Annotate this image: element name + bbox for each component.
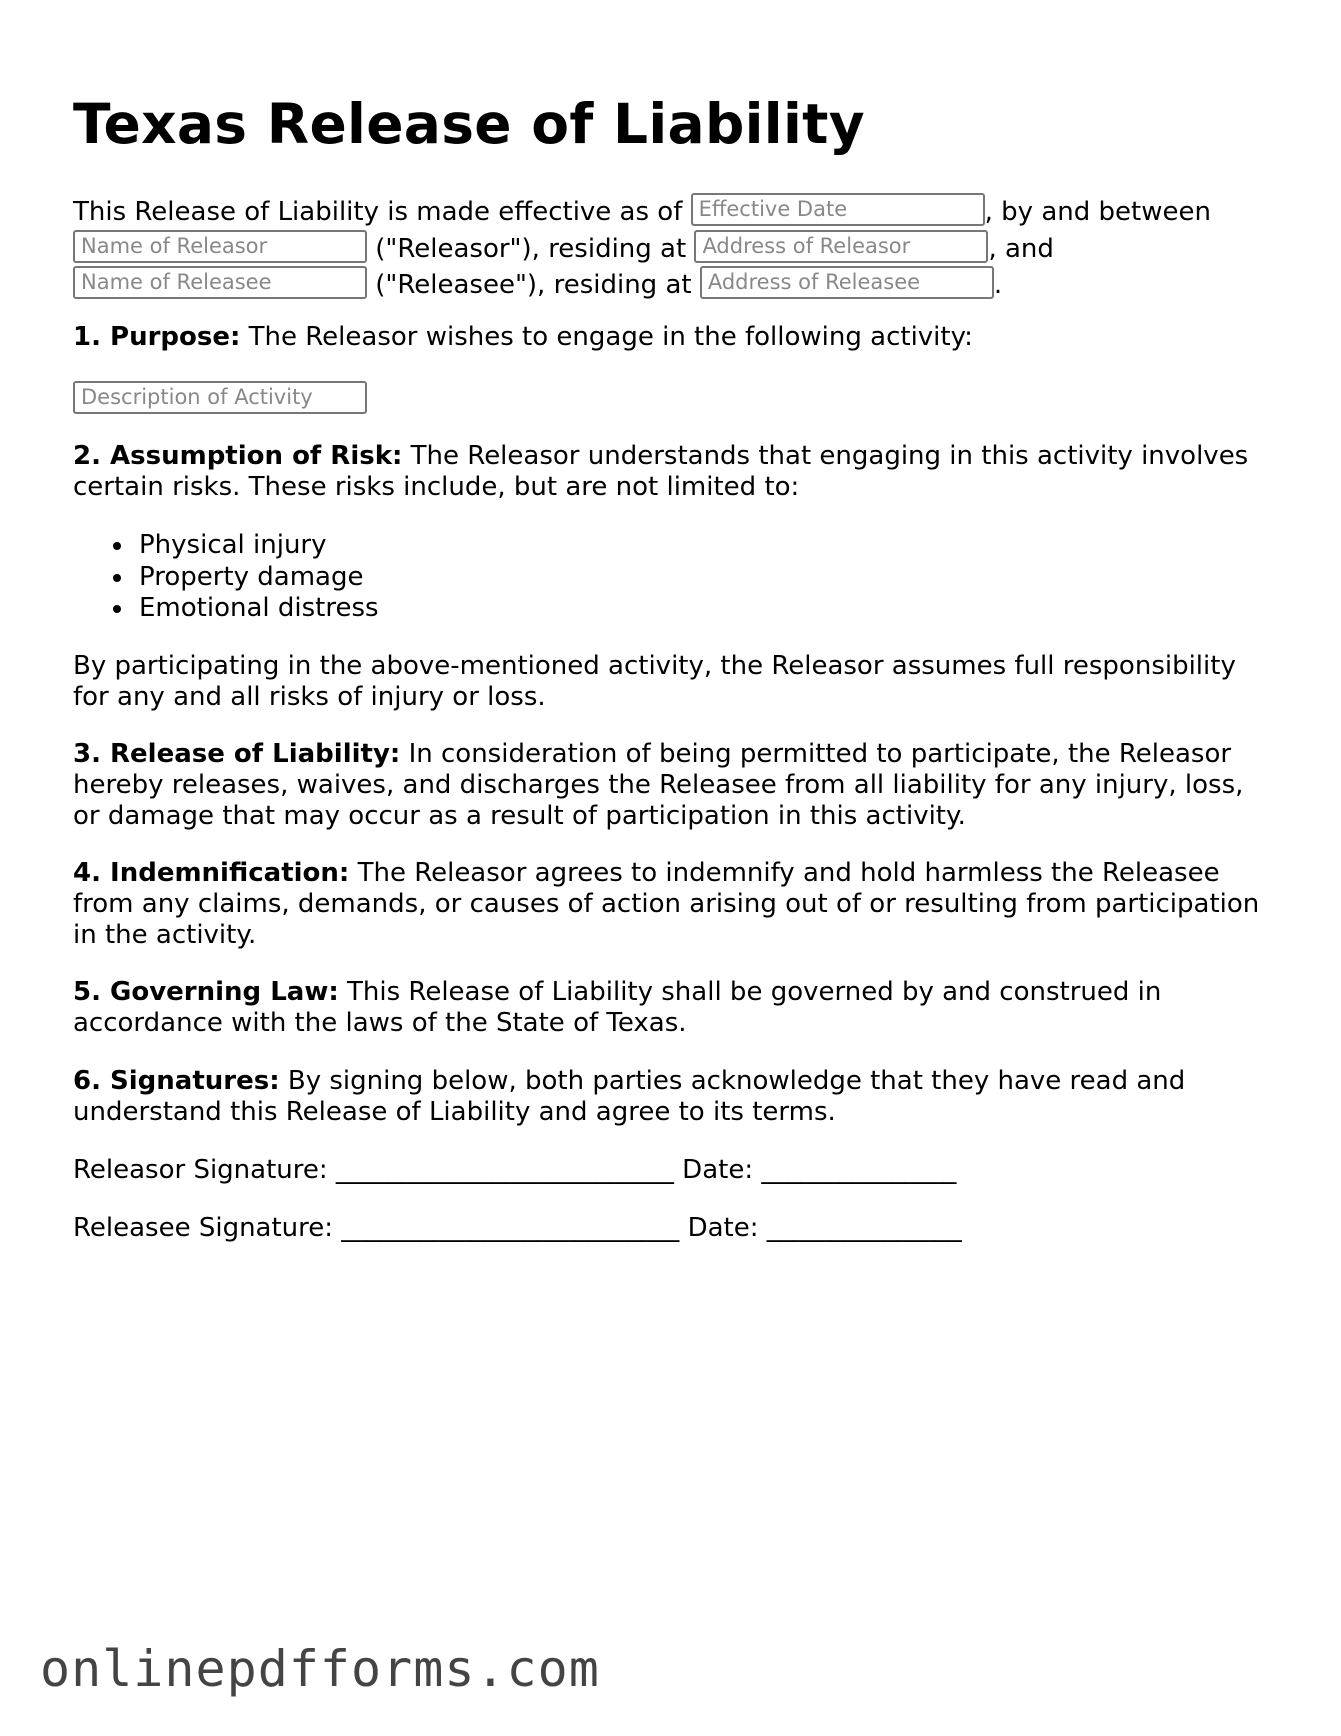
releasee-signature-line: Releasee Signature: __________________________ Date: _______________ (73, 1213, 962, 1243)
signatures-heading: 6. Signatures: (73, 1066, 280, 1096)
intro-text-2: , by and between (984, 197, 1211, 227)
signatures-text: By signing below, both parties acknowledge that they have read and understand this Release of Liability and agree to its terms. (73, 1066, 1186, 1127)
risk-section (73, 441, 1273, 503)
governing-law-heading: 5. Governing Law: (73, 977, 339, 1007)
document-title: Texas Release of Liability (73, 92, 865, 156)
risk-list (73, 530, 379, 625)
purpose-heading: 1. Purpose: (73, 322, 241, 352)
releasor-name-field[interactable]: Name of Releasor (73, 230, 367, 263)
indemnification-heading: 4. Indemnification: (73, 858, 350, 888)
intro-text-5: ("Releasee"), residing at (367, 270, 700, 300)
risk-text: The Releasor understands that engaging in this activity involves certain risks. These risks include, but are not limited to: (73, 441, 1249, 502)
risk-heading: 2. Assumption of Risk: (73, 441, 403, 471)
list-item: Physical injury (139, 530, 379, 562)
indemnification-section (73, 858, 1273, 951)
governing-law-section (73, 977, 1273, 1039)
release-heading: 3. Release of Liability: (73, 739, 401, 769)
intro-text-4: , and (988, 233, 1054, 264)
releasee-name-field[interactable]: Name of Releasee (73, 266, 367, 299)
release-text: In consideration of being permitted to participate, the Releasor hereby releases, waives, and discharges the Releasee from all liability for any injury, loss, or damage that may occur as a result of participation in this activity. (73, 739, 1244, 831)
indemnification-text: The Releasor agrees to indemnify and hold harmless the Releasee from any claims, demands, or causes of action arising out of or resulting from participation in the activity. (73, 858, 1260, 950)
intro-text-3: ("Releasor"), residing at (367, 233, 695, 264)
intro-paragraph (73, 193, 1273, 303)
list-item: Emotional distress (139, 593, 379, 623)
governing-law-text: This Release of Liability shall be governed by and construed in accordance with the laws of the State of Texas. (73, 977, 1162, 1038)
releasee-address-field[interactable]: Address of Releasee (700, 266, 994, 299)
intro-text-6: . (993, 270, 1003, 300)
releasor-signature-line: Releasor Signature: __________________________ Date: _______________ (73, 1155, 957, 1185)
purpose-section (73, 322, 1273, 353)
list-item: Property damage (139, 562, 379, 594)
effective-date-field[interactable]: Effective Date (691, 193, 985, 226)
risk-responsibility-text: By participating in the above-mentioned activity, the Releasor assumes full responsibility for any and all risks of injury or loss. (73, 651, 1236, 712)
signatures-section (73, 1066, 1273, 1128)
purpose-text: The Releasor wishes to engage in the following activity: (240, 322, 973, 352)
releasor-address-field[interactable]: Address of Releasor (694, 230, 988, 263)
release-section (73, 739, 1273, 832)
activity-description-field[interactable]: Description of Activity (73, 381, 367, 414)
watermark-logo: onlinepdfforms.com (40, 1640, 600, 1698)
intro-text-1: This Release of Liability is made effective as of (73, 197, 691, 227)
activity-field-wrap (73, 381, 367, 414)
